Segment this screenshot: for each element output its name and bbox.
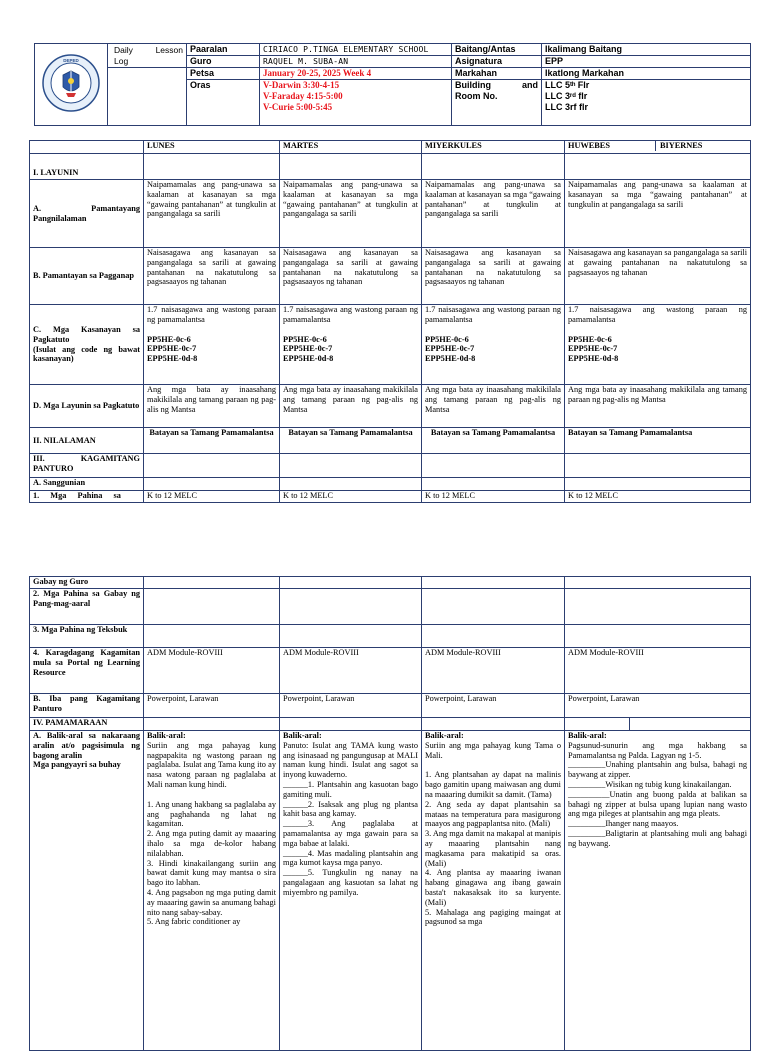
room-label: Building and Room No.: [452, 80, 542, 126]
karagdagang-label: 4. Karagdagang Kagamitan mula sa Portal ng Learning Resource: [30, 648, 144, 694]
melc-huwebes: K to 12 MELC: [565, 491, 751, 503]
kagamitan-cell: [280, 454, 422, 478]
adm-huwebes: ADM Module-ROVIII: [565, 648, 751, 694]
ppt-miyerkules: Powerpoint, Larawan: [422, 694, 565, 718]
lesson-table-part1: [29, 140, 751, 503]
pamamaraan-cell: [422, 718, 565, 731]
nilalaman-martes: Batayan sa Tamang Pamamalantsa: [280, 428, 422, 454]
gabay-cell: [280, 577, 422, 589]
row-b-label: B. Pamantayan sa Pagganap: [30, 248, 144, 305]
row-a-miyerkules: Naipamamalas ang pang-unawa sa kaalaman at kasanayan sa mga “gawaing pantahanan” at tungkulin at pangangalaga sa sarili: [422, 180, 565, 248]
layunin-cell: [280, 154, 422, 180]
melc-miyerkules: K to 12 MELC: [422, 491, 565, 503]
sanggunian-cell: [144, 478, 280, 491]
row-c-label: C. Mga Kasanayan sa Pagkatuto (Isulat ang code ng bawat kasanayan): [30, 305, 144, 385]
quarter-value: Ikatlong Markahan: [542, 68, 751, 80]
melc-martes: K to 12 MELC: [280, 491, 422, 503]
row-d-lunes: Ang mga bata ay inaasahang makikilala ang tamang paraan ng pag-alis ng Mantsa: [144, 385, 280, 428]
daily-lesson-log-title: Daily Lesson Log: [108, 44, 187, 68]
seal-lettering: DEPED: [63, 58, 79, 63]
room-values: [542, 80, 751, 126]
time-darwin: V-Darwin 3:30-4-15: [263, 80, 340, 90]
layunin-cell: [565, 154, 751, 180]
day-lunes: LUNES: [144, 141, 280, 154]
teksbuk-cell: [280, 625, 422, 648]
ppt-lunes: Powerpoint, Larawan: [144, 694, 280, 718]
row-d-miyerkules: Ang mga bata ay inaasahang makikilala ang tamang paraan ng pag-alis ng Mantsa: [422, 385, 565, 428]
row-b-martes: Naisasagawa ang kasanayan sa pangangalaga sa sarili at gawaing pantahanan na nakatutulong sa pagsasaayos ng tahanan: [280, 248, 422, 305]
empty-title-cell: [108, 68, 187, 126]
date-value: January 20-25, 2025 Week 4: [260, 68, 452, 80]
teacher-label: Guro: [187, 56, 260, 68]
subject-label: Asignatura: [452, 56, 542, 68]
nilalaman-miyerkules: Batayan sa Tamang Pamamalantsa: [422, 428, 565, 454]
iba-pang-label: B. Iba pang Kagamitang Panturo: [30, 694, 144, 718]
sanggunian-cell: [280, 478, 422, 491]
pang-mag-aaral-label: 2. Mga Pahina sa Gabay ng Pang-mag-aaral: [30, 589, 144, 625]
quarter-label: Markahan: [452, 68, 542, 80]
row-a-martes: Naipamamalas ang pang-unawa sa kaalaman at kasanayan sa mga “gawaing pantahanan” at tungkulin at pangangalaga sa sarili: [280, 180, 422, 248]
day-huwebes-biyernes: HUWEBES BIYERNES: [565, 141, 751, 154]
pang-mag-aaral-cell: [280, 589, 422, 625]
row-c-huwebes: 1.7 naisasagawa ang wastong paraan ng pamamalantsa PP5HE-0c-6 EPP5HE-0c-7 EPP5HE-0d-8: [565, 305, 751, 385]
adm-miyerkules: ADM Module-ROVIII: [422, 648, 565, 694]
time-curie: V-Curie 5:00-5:45: [263, 102, 333, 112]
sanggunian-cell: [422, 478, 565, 491]
pang-mag-aaral-cell: [565, 589, 751, 625]
school-value: CIRIACO P.TINGA ELEMENTARY SCHOOL: [260, 44, 452, 56]
kagamitan-cell: [422, 454, 565, 478]
row-a-lunes: Naipamamalas ang pang-unawa sa kaalaman at kasanayan sa mga “gawaing pantahanan” at tungkulin at pangangalaga sa sarili: [144, 180, 280, 248]
melc-lunes: K to 12 MELC: [144, 491, 280, 503]
pahina-label: 1. Mga Pahina sa: [30, 491, 144, 503]
row-c-lunes: 1.7 naisasagawa ang wastong paraan ng pamamalantsa PP5HE-0c-6 EPP5HE-0c-7 EPP5HE-0d-8: [144, 305, 280, 385]
school-label: Paaralan: [187, 44, 260, 56]
adm-lunes: ADM Module-ROVIII: [144, 648, 280, 694]
layunin-heading: I. LAYUNIN: [30, 154, 144, 180]
teacher-value: RAQUEL M. SUBA-AN: [260, 56, 452, 68]
pamamaraan-cell: [144, 718, 280, 731]
adm-martes: ADM Module-ROVIII: [280, 648, 422, 694]
balik-aral-martes: Balik-aral: Panuto: Isulat ang TAMA kung wasto ang isinasaad ng pangungusap at MALI naman kung hindi. Isulat ang sagot sa inyong kuwaderno. ______1. Plantsahin ang kasuotan bago gamiting muli. ______2. Isaksak ang plug ng plantsa kahit basa ang kamay. ______3. Ang paglalaba at pamamalantsa ay mga gawain para sa mga babae at lalaki. ______4. Mas madaling plantsahin ang mga kumot kaysa mga panyo. ______5. Tungkulin ng nanay na pangalagaan ang kasuotan sa lahat ng miyembro ng pamilya.: [280, 731, 422, 1051]
teksbuk-cell: [565, 625, 751, 648]
kagamitan-cell: [144, 454, 280, 478]
gabay-cell: [565, 577, 751, 589]
day-miyerkules: MIYERKULES: [422, 141, 565, 154]
time-values: [260, 80, 452, 126]
teksbuk-cell: [144, 625, 280, 648]
balik-aral-label: A. Balik-aral sa nakaraang aralin at/o pagsisimula ng bagong aralin Mga pangyayri sa buhay: [30, 731, 144, 1051]
pang-mag-aaral-cell: [144, 589, 280, 625]
teksbuk-label: 3. Mga Pahina ng Teksbuk: [30, 625, 144, 648]
room-darwin: LLC 5ᵗʰ Flr: [545, 80, 590, 90]
room-faraday: LLC 3ʳᵈ flr: [545, 91, 588, 101]
layunin-cell: [422, 154, 565, 180]
balik-aral-miyerkules: Balik-aral: Suriin ang mga pahayag kung Tama o Mali. 1. Ang plantsahan ay dapat na malinis bago gamitin upang maiwasan ang dumi na maaaring dumikit sa damit. (Tama) 2. Ang seda ay dapat plantsahin sa mataas na temperatura para masigurong maayos ang pagpaplantsa nito. (Mali) 3. Ang mga damit na makapal at manipis ay maaaring plantsahin nang magkasama para makatipid sa oras. (Mali) 4. Ang plantsa ay maaaring iwanan habang ginagawa ang ibang gawain basta't nakasaksak ito sa kuryente. (Mali) 5. Mahalaga ang pagiging maingat at pagsunod sa mga: [422, 731, 565, 1051]
kagamitan-label: III. KAGAMITANG PANTURO: [30, 454, 144, 478]
deped-seal-icon: [41, 53, 101, 113]
grade-label: Baitang/Antas: [452, 44, 542, 56]
balik-aral-lunes: Balik-aral: Suriin ang mga pahayag kung nagpapakita ng wastong paraan ng paglalaba. Isulat ang Tama kung ito ay nasa watong paraan ng paglalaba at Mali naman kung hindi. 1. Ang unang hakbang sa paglalaba ay ang paghahanda ng lahat ng kagamitan. 2. Ang mga puting damit ay maaaring ihalo sa mga de-kolor habang nilalabhan. 3. Hindi kinakailangang suriin ang bawat damit kung may mantsa o sira bago ito labhan. 4. Ang pagsabon ng mga puting damit ay maaaring gawin sa anumang bahagi nito nang sabay-sabay. 5. Ang fabric conditioner ay: [144, 731, 280, 1051]
row-c-martes: 1.7 naisasagawa ang wastong paraan ng pamamalantsa PP5HE-0c-6 EPP5HE-0c-7 EPP5HE-0d-8: [280, 305, 422, 385]
blank-header-cell: [30, 141, 144, 154]
nilalaman-label: II. NILALAMAN: [30, 428, 144, 454]
row-d-huwebes: Ang mga bata ay inaasahang makikilala ang tamang paraan ng pag-alis ng Mantsa: [565, 385, 751, 428]
layunin-cell: [144, 154, 280, 180]
pamamaraan-cell: [280, 718, 422, 731]
pamamaraan-huwebes-biyernes: [565, 718, 751, 731]
date-label: Petsa: [187, 68, 260, 80]
time-faraday: V-Faraday 4:15-5:00: [263, 91, 343, 101]
header-table: [34, 43, 751, 126]
row-d-label: D. Mga Layunin sa Pagkatuto: [30, 385, 144, 428]
teksbuk-cell: [422, 625, 565, 648]
row-a-huwebes: Naipamamalas ang pang-unawa sa kaalaman at kasanayan sa mga “gawaing pantahanan” at tungkulin at pangangalaga sa sarili: [565, 180, 751, 248]
gabay-cell: [144, 577, 280, 589]
sanggunian-label: A. Sanggunian: [30, 478, 144, 491]
gabay-cell: [422, 577, 565, 589]
subject-value: EPP: [542, 56, 751, 68]
pang-mag-aaral-cell: [422, 589, 565, 625]
nilalaman-lunes: Batayan sa Tamang Pamamalantsa: [144, 428, 280, 454]
row-c-miyerkules: 1.7 naisasagawa ang wastong paraan ng pamamalantsa PP5HE-0c-6 EPP5HE-0c-7 EPP5HE-0d-8: [422, 305, 565, 385]
ppt-huwebes: Powerpoint, Larawan: [565, 694, 751, 718]
time-label: Oras: [187, 80, 260, 126]
gabay-label: Gabay ng Guro: [30, 577, 144, 589]
row-d-martes: Ang mga bata ay inaasahang makikilala ang tamang paraan ng pag-alis ng Mantsa: [280, 385, 422, 428]
sanggunian-cell: [565, 478, 751, 491]
balik-aral-huwebes: Balik-aral: Pagsunud-sunurin ang mga hakbang sa Pamamalantsa ng Palda. Lagyan ng 1-5. _________Unahing plantsahin ang bulsa, bahagi ng baywang at zipper. _________Wisikan ng tubig kung kinakailangan. __________Unatin ang buong palda at balikan sa bahagi ng zipper at bulsa upang lupian nang wasto ang mga pileges at plantsahin ang mga pleats. _________Ihanger nang maayos. _________Baligtarin at plantsahing muli ang bahagi ng baywang.: [565, 731, 751, 1051]
lesson-table-part2: [29, 576, 751, 1051]
row-b-lunes: Naisasagawa ang kasanayan sa pangangalaga sa sarili at gawaing pantahanan na nakatutulong sa pagsasaayos ng tahanan: [144, 248, 280, 305]
ppt-martes: Powerpoint, Larawan: [280, 694, 422, 718]
day-martes: MARTES: [280, 141, 422, 154]
grade-value: Ikalimang Baitang: [542, 44, 751, 56]
kagamitan-cell: [565, 454, 751, 478]
row-b-huwebes: Naisasagawa ang kasanayan sa pangangalaga sa sarili at gawaing pantahanan na nakatutulong sa pagsasaayos ng tahanan: [565, 248, 751, 305]
row-b-miyerkules: Naisasagawa ang kasanayan sa pangangalaga sa sarili at gawaing pantahanan na nakatutulong sa pagsasaayos ng tahanan: [422, 248, 565, 305]
row-a-label: A. Pamantayang Pangnilalaman: [30, 180, 144, 248]
pamamaraan-label: IV. PAMAMARAAN: [30, 718, 144, 731]
room-curie: LLC 3rf flr: [545, 102, 589, 112]
nilalaman-huwebes: Batayan sa Tamang Pamamalantsa: [565, 428, 751, 454]
deped-seal: [35, 44, 108, 126]
